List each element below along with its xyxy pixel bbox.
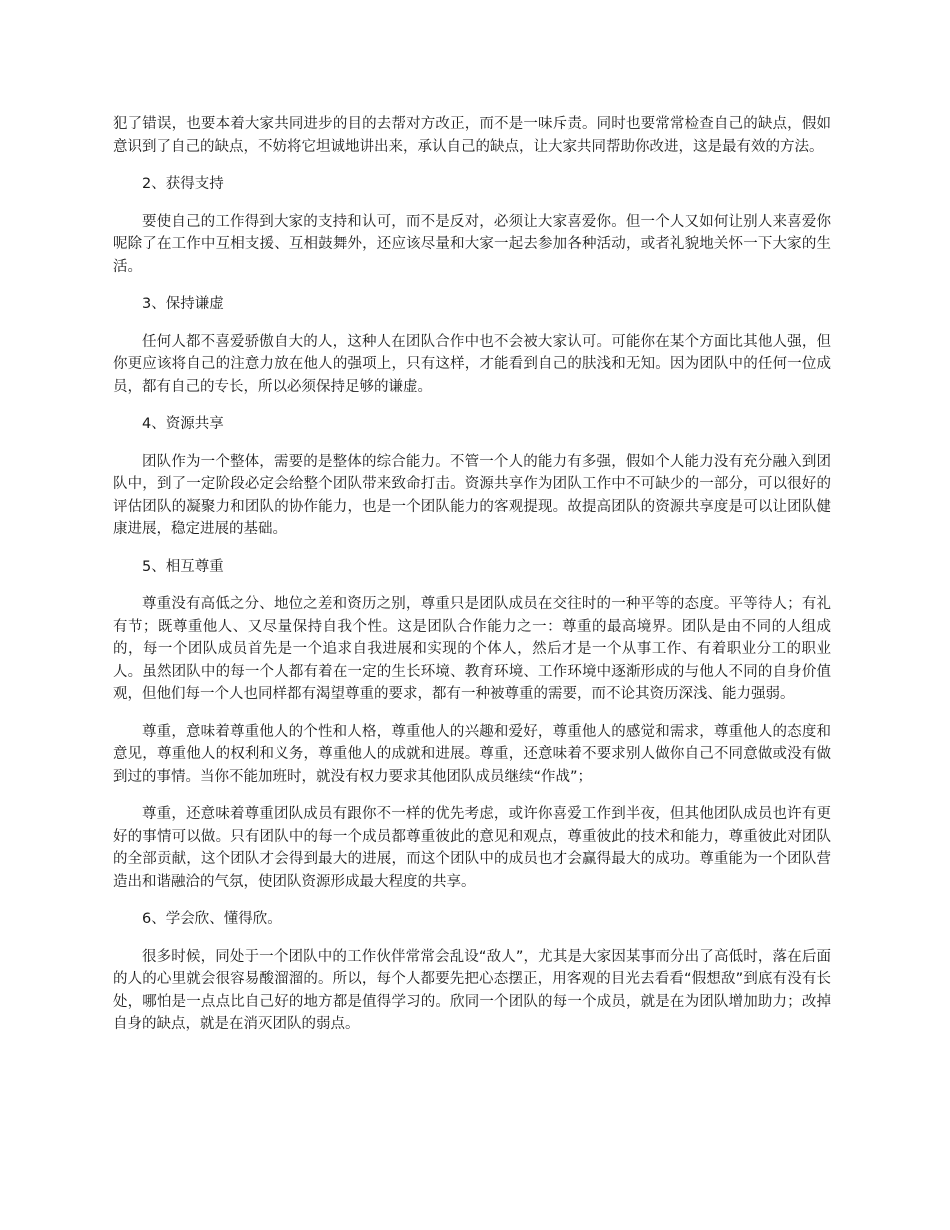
paragraph-gain-support: 要使自己的工作得到大家的支持和认可，而不是反对，必须让大家喜爱你。但一个人又如何让别人来喜爱你呢除了在工作中互相支援、互相鼓舞外，还应该尽量和大家一起去参加各种活动，或者礼貌地关怀一下大家的生活。 <box>113 213 831 275</box>
paragraph-mutual-respect-3: 尊重，还意味着尊重团队成员有跟你不一样的优先考虑，或许你喜爱工作到半夜，但其他团队成员也许有更好的事情可以做。只有团队中的每一个成员都尊重彼此的意见和观点，尊重彼此的技术和能力，尊重彼此对团队的全部贡献，这个团队才会得到最大的进展，而这个团队中的成员也才会赢得最大的成功。尊重能为一个团队营造出和谐融洽的气氛，使团队资源形成最大程度的共享。 <box>113 806 831 890</box>
section-heading-gain-support: 2、获得支持 <box>142 176 224 192</box>
paragraph-mutual-respect-1: 尊重没有高低之分、地位之差和资历之别，尊重只是团队成员在交往时的一种平等的态度。平等待人；有礼有节；既尊重他人、又尽量保持自我个性。这是团队合作能力之一：尊重的最高境界。团队是由不同的人组成的，每一个团队成员首先是一个追求自我进展和实现的个体人，然后才是一个从事工作、有着职业分工的职业人。虽然团队中的每一个人都有着在一定的生长环境、教育环境、工作环境中逐渐形成的与他人不同的自身价值观，但他们每一个人也同样都有渴望尊重的要求，都有一种被尊重的需要，而不论其资历深浅、能力强弱。 <box>113 596 831 702</box>
section-heading-resource-sharing: 4、资源共享 <box>142 416 224 432</box>
paragraph-mutual-respect-2: 尊重，意味着尊重他人的个性和人格，尊重他人的兴趣和爱好，尊重他人的感觉和需求，尊重他人的态度和意见，尊重他人的权利和义务，尊重他人的成就和进展。尊重，还意味着不要求别人做你自己不同意做或没有做到过的事情。当你不能加班时，就没有权力要求其他团队成员继续“作战”； <box>113 723 831 785</box>
section-heading-stay-humble: 3、保持谦虚 <box>142 296 224 312</box>
paragraph-resource-sharing: 团队作为一个整体，需要的是整体的综合能力。不管一个人的能力有多强，假如个人能力没有充分融入到团队中，到了一定阶段必定会给整个团队带来致命打击。资源共享作为团队工作中不可缺少的一部分，可以很好的评估团队的凝聚力和团队的协作能力，也是一个团队能力的客观提现。故提高团队的资源共享度是可以让团队健康进展，稳定进展的基础。 <box>113 453 831 537</box>
section-heading-appreciation: 6、学会欣、懂得欣。 <box>142 911 282 927</box>
paragraph-stay-humble: 任何人都不喜爱骄傲自大的人，这种人在团队合作中也不会被大家认可。可能你在某个方面比其他人强，但你更应该将自己的注意力放在他人的强项上，只有这样，才能看到自己的肤浅和无知。因为团队中的任何一位成员，都有自己的专长，所以必须保持足够的谦虚。 <box>113 333 831 395</box>
document-page <box>113 113 831 1051</box>
paragraph-appreciation: 很多时候，同处于一个团队中的工作伙伴常常会乱设“敌人”，尤其是大家因某事而分出了高低时，落在后面的人的心里就会很容易酸溜溜的。所以，每个人都要先把心态摆正，用客观的目光去看看“假想敌”到底有没有长处，哪怕是一点点比自己好的地方都是值得学习的。欣同一个团队的每一个成员，就是在为团队增加助力；改掉自身的缺点，就是在消灭团队的弱点。 <box>113 948 831 1032</box>
section-heading-mutual-respect: 5、相互尊重 <box>142 558 224 575</box>
paragraph-intro: 犯了错误，也要本着大家共同进步的目的去帮对方改正，而不是一味斥责。同时也要常常检查自己的缺点，假如意识到了自己的缺点，不妨将它坦诚地讲出来，承认自己的缺点，让大家共同帮助你改进，这是最有效的方法。 <box>113 116 831 155</box>
